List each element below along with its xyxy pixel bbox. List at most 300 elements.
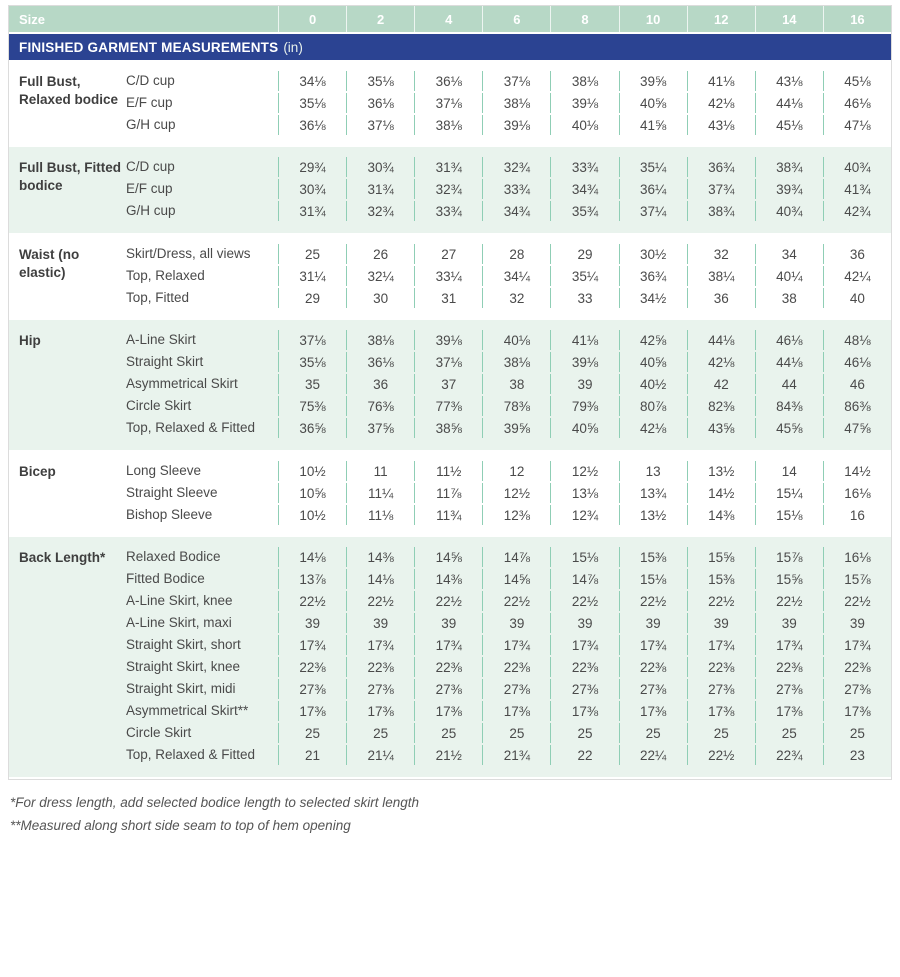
value-cell: 29 [550, 244, 618, 264]
value-cell: 40¾ [755, 201, 823, 221]
value-cell: 39 [414, 613, 482, 633]
value-cell: 76⅜ [346, 396, 414, 416]
row-label: Top, Relaxed & Fitted [126, 419, 256, 435]
value-cell: 42⅛ [687, 352, 755, 372]
size-column-14: 14 [755, 6, 823, 32]
value-cell: 27⅜ [687, 679, 755, 699]
value-cell: 34⅛ [278, 71, 346, 91]
value-cell: 45⅛ [823, 71, 891, 91]
section-title: Full Bust, Fitted bodice [19, 160, 121, 193]
row-label: Straight Sleeve [126, 484, 218, 500]
value-cell: 25 [550, 723, 618, 743]
value-cell: 21 [278, 745, 346, 765]
size-column-6: 6 [482, 6, 550, 32]
value-cell: 14⅜ [414, 569, 482, 589]
value-cell: 47⅝ [823, 418, 891, 438]
value-cell: 38¾ [755, 157, 823, 177]
value-cell: 29¾ [278, 157, 346, 177]
value-cell: 34¾ [550, 179, 618, 199]
value-cell: 22¼ [619, 745, 687, 765]
value-cell: 38 [755, 288, 823, 308]
value-cell: 44⅛ [687, 330, 755, 350]
value-cell: 22½ [346, 591, 414, 611]
value-cell: 41¾ [823, 179, 891, 199]
value-cell: 40⅛ [482, 330, 550, 350]
value-cell: 15¼ [755, 483, 823, 503]
value-cell: 36¾ [619, 266, 687, 286]
value-cell: 39⅛ [550, 93, 618, 113]
value-cell: 35¾ [550, 201, 618, 221]
value-cell: 34 [755, 244, 823, 264]
value-cell: 35⅛ [346, 71, 414, 91]
value-cell: 17⅜ [482, 701, 550, 721]
value-cell: 39⅛ [414, 330, 482, 350]
value-cell: 39⅛ [550, 352, 618, 372]
banner-title: FINISHED GARMENT MEASUREMENTS [19, 39, 279, 55]
value-cell: 33 [550, 288, 618, 308]
size-column-8: 8 [550, 6, 618, 32]
value-cell: 22⅜ [755, 657, 823, 677]
section-4 [9, 453, 891, 534]
size-column-2: 2 [346, 6, 414, 32]
row-label: Straight Skirt [126, 353, 204, 369]
value-cell: 38⅛ [482, 93, 550, 113]
value-cell: 40⅛ [550, 115, 618, 135]
value-cell: 37⅛ [482, 71, 550, 91]
value-cell: 14½ [823, 461, 891, 481]
value-cell: 45⅝ [755, 418, 823, 438]
value-cell: 46 [823, 374, 891, 394]
section-title: Full Bust, Relaxed bodice [19, 74, 119, 107]
value-cell: 75⅜ [278, 396, 346, 416]
value-cell: 30½ [619, 244, 687, 264]
footnotes [10, 792, 892, 838]
value-cell: 11¾ [414, 505, 482, 525]
section-title: Back Length* [19, 550, 106, 565]
value-cell: 14⅜ [687, 505, 755, 525]
value-cell: 17¾ [755, 635, 823, 655]
value-cell: 22½ [755, 591, 823, 611]
value-cell: 42¾ [823, 201, 891, 221]
value-cell: 16 [823, 505, 891, 525]
value-cell: 15⅛ [550, 547, 618, 567]
value-cell: 11¼ [346, 483, 414, 503]
footnote-dress-length: *For dress length, add selected bodice length to selected skirt length [10, 795, 419, 810]
value-cell: 29 [278, 288, 346, 308]
row-label: A-Line Skirt, maxi [126, 614, 232, 630]
value-cell: 32 [687, 244, 755, 264]
value-cell: 37⅝ [346, 418, 414, 438]
value-cell: 17⅜ [278, 701, 346, 721]
size-header-row [9, 6, 891, 32]
value-cell: 44 [755, 374, 823, 394]
value-cell: 36 [687, 288, 755, 308]
value-cell: 35¼ [619, 157, 687, 177]
value-cell: 14⅞ [550, 569, 618, 589]
value-cell: 32¾ [414, 179, 482, 199]
value-cell: 17¾ [550, 635, 618, 655]
value-cell: 28 [482, 244, 550, 264]
row-label: Relaxed Bodice [126, 548, 221, 564]
value-cell: 33¼ [414, 266, 482, 286]
value-cell: 17¾ [482, 635, 550, 655]
value-cell: 36⅛ [414, 71, 482, 91]
value-cell: 22½ [823, 591, 891, 611]
banner-unit: (in) [283, 39, 303, 55]
value-cell: 37⅛ [346, 115, 414, 135]
value-cell: 46⅛ [755, 330, 823, 350]
value-cell: 22⅜ [346, 657, 414, 677]
row-label: A-Line Skirt [126, 331, 196, 347]
value-cell: 37 [414, 374, 482, 394]
value-cell: 38 [482, 374, 550, 394]
value-cell: 40 [823, 288, 891, 308]
value-cell: 40¾ [823, 157, 891, 177]
value-cell: 22⅜ [687, 657, 755, 677]
value-cell: 39 [687, 613, 755, 633]
value-cell: 39 [482, 613, 550, 633]
value-cell: 37¼ [619, 201, 687, 221]
value-cell: 31¾ [346, 179, 414, 199]
value-cell: 31¾ [278, 201, 346, 221]
measurement-table [8, 5, 892, 780]
value-cell: 22⅜ [619, 657, 687, 677]
value-cell: 27 [414, 244, 482, 264]
value-cell: 21½ [414, 745, 482, 765]
value-cell: 15⅝ [687, 547, 755, 567]
value-cell: 25 [823, 723, 891, 743]
value-cell: 11½ [414, 461, 482, 481]
section-title: Waist (no elastic) [19, 247, 80, 280]
value-cell: 17⅜ [687, 701, 755, 721]
value-cell: 22⅜ [482, 657, 550, 677]
value-cell: 38⅛ [482, 352, 550, 372]
value-cell: 12½ [482, 483, 550, 503]
value-cell: 10⅝ [278, 483, 346, 503]
value-cell: 17⅜ [346, 701, 414, 721]
value-cell: 78⅜ [482, 396, 550, 416]
value-cell: 36¾ [687, 157, 755, 177]
value-cell: 36¼ [619, 179, 687, 199]
row-label: Straight Skirt, short [126, 636, 241, 652]
row-label: E/F cup [126, 180, 173, 196]
value-cell: 22⅜ [278, 657, 346, 677]
value-cell: 39⅛ [482, 115, 550, 135]
value-cell: 36⅛ [346, 93, 414, 113]
value-cell: 14⅝ [414, 547, 482, 567]
value-cell: 38⅛ [414, 115, 482, 135]
value-cell: 47⅛ [823, 115, 891, 135]
value-cell: 17¾ [346, 635, 414, 655]
value-cell: 79⅜ [550, 396, 618, 416]
row-label: Straight Skirt, knee [126, 658, 241, 674]
size-column-4: 4 [414, 6, 482, 32]
value-cell: 15⅝ [755, 569, 823, 589]
value-cell: 13¾ [619, 483, 687, 503]
table-sections [9, 63, 891, 779]
value-cell: 31¾ [414, 157, 482, 177]
value-cell: 10½ [278, 505, 346, 525]
value-cell: 39¾ [755, 179, 823, 199]
value-cell: 14⅜ [346, 547, 414, 567]
value-cell: 27⅜ [755, 679, 823, 699]
value-cell: 43⅛ [755, 71, 823, 91]
value-cell: 30¾ [346, 157, 414, 177]
value-cell: 22⅜ [823, 657, 891, 677]
section-3 [9, 320, 891, 450]
row-label: C/D cup [126, 158, 175, 174]
value-cell: 44⅛ [755, 93, 823, 113]
value-cell: 13⅞ [278, 569, 346, 589]
value-cell: 17¾ [823, 635, 891, 655]
value-cell: 40⅝ [619, 93, 687, 113]
size-column-12: 12 [687, 6, 755, 32]
size-column-0: 0 [278, 6, 346, 32]
row-label: E/F cup [126, 94, 173, 110]
value-cell: 11⅛ [346, 505, 414, 525]
value-cell: 33¾ [414, 201, 482, 221]
value-cell: 27⅜ [823, 679, 891, 699]
row-label: Circle Skirt [126, 724, 192, 740]
value-cell: 30¾ [278, 179, 346, 199]
value-cell: 25 [278, 723, 346, 743]
value-cell: 21¾ [482, 745, 550, 765]
value-cell: 37⅛ [278, 330, 346, 350]
value-cell: 22 [550, 745, 618, 765]
value-cell: 22½ [687, 745, 755, 765]
row-label: G/H cup [126, 202, 176, 218]
value-cell: 40⅝ [619, 352, 687, 372]
section-5 [9, 537, 891, 777]
value-cell: 22½ [414, 591, 482, 611]
value-cell: 22½ [619, 591, 687, 611]
value-cell: 13⅛ [550, 483, 618, 503]
value-cell: 38⅛ [346, 330, 414, 350]
value-cell: 36⅝ [278, 418, 346, 438]
size-chart-page [8, 5, 892, 838]
value-cell: 10½ [278, 461, 346, 481]
value-cell: 40½ [619, 374, 687, 394]
value-cell: 11 [346, 461, 414, 481]
value-cell: 37⅛ [414, 352, 482, 372]
value-cell: 25 [755, 723, 823, 743]
value-cell: 77⅜ [414, 396, 482, 416]
value-cell: 25 [414, 723, 482, 743]
value-cell: 27⅜ [278, 679, 346, 699]
value-cell: 39 [346, 613, 414, 633]
value-cell: 16⅛ [823, 547, 891, 567]
value-cell: 32 [482, 288, 550, 308]
section-2 [9, 236, 891, 317]
value-cell: 43⅛ [687, 115, 755, 135]
value-cell: 48⅛ [823, 330, 891, 350]
value-cell: 35⅛ [278, 352, 346, 372]
size-column-16: 16 [823, 6, 891, 32]
value-cell: 17⅜ [550, 701, 618, 721]
value-cell: 15⅜ [687, 569, 755, 589]
size-header-label: Size [19, 11, 46, 27]
value-cell: 36⅛ [278, 115, 346, 135]
value-cell: 39 [619, 613, 687, 633]
value-cell: 23 [823, 745, 891, 765]
value-cell: 15⅛ [619, 569, 687, 589]
value-cell: 37¾ [687, 179, 755, 199]
value-cell: 42⅛ [619, 418, 687, 438]
value-cell: 40¼ [755, 266, 823, 286]
value-cell: 46⅛ [823, 352, 891, 372]
value-cell: 86⅜ [823, 396, 891, 416]
value-cell: 42¼ [823, 266, 891, 286]
value-cell: 36⅛ [346, 352, 414, 372]
value-cell: 39 [550, 374, 618, 394]
section-title: Bicep [19, 464, 56, 479]
value-cell: 31 [414, 288, 482, 308]
value-cell: 12½ [550, 461, 618, 481]
value-cell: 33¾ [482, 179, 550, 199]
value-cell: 17¾ [278, 635, 346, 655]
value-cell: 27⅜ [414, 679, 482, 699]
value-cell: 14⅛ [346, 569, 414, 589]
value-cell: 22⅜ [414, 657, 482, 677]
value-cell: 30 [346, 288, 414, 308]
value-cell: 38¾ [687, 201, 755, 221]
value-cell: 13 [619, 461, 687, 481]
value-cell: 39 [550, 613, 618, 633]
value-cell: 13½ [619, 505, 687, 525]
value-cell: 38¼ [687, 266, 755, 286]
value-cell: 12⅜ [482, 505, 550, 525]
row-label: Fitted Bodice [126, 570, 205, 586]
row-label: Asymmetrical Skirt** [126, 702, 249, 718]
value-cell: 42 [687, 374, 755, 394]
value-cell: 32¾ [346, 201, 414, 221]
value-cell: 31¼ [278, 266, 346, 286]
value-cell: 32¾ [482, 157, 550, 177]
value-cell: 15⅜ [619, 547, 687, 567]
value-cell: 36 [346, 374, 414, 394]
value-cell: 41⅛ [550, 330, 618, 350]
value-cell: 42⅛ [687, 93, 755, 113]
value-cell: 17⅜ [619, 701, 687, 721]
value-cell: 15⅞ [823, 569, 891, 589]
finished-measurements-banner [9, 34, 891, 60]
value-cell: 22½ [482, 591, 550, 611]
row-label: Circle Skirt [126, 397, 192, 413]
value-cell: 26 [346, 244, 414, 264]
value-cell: 34¾ [482, 201, 550, 221]
value-cell: 34½ [619, 288, 687, 308]
value-cell: 27⅜ [482, 679, 550, 699]
value-cell: 11⅞ [414, 483, 482, 503]
row-label: Straight Skirt, midi [126, 680, 236, 696]
value-cell: 17¾ [414, 635, 482, 655]
value-cell: 25 [619, 723, 687, 743]
row-label: A-Line Skirt, knee [126, 592, 233, 608]
value-cell: 43⅝ [687, 418, 755, 438]
value-cell: 32¼ [346, 266, 414, 286]
value-cell: 14⅝ [482, 569, 550, 589]
value-cell: 27⅜ [550, 679, 618, 699]
value-cell: 35⅛ [278, 93, 346, 113]
value-cell: 36 [823, 244, 891, 264]
row-label: Top, Relaxed [126, 267, 205, 283]
value-cell: 14⅛ [278, 547, 346, 567]
row-label: C/D cup [126, 72, 175, 88]
value-cell: 82⅜ [687, 396, 755, 416]
value-cell: 25 [278, 244, 346, 264]
value-cell: 21¼ [346, 745, 414, 765]
value-cell: 34¼ [482, 266, 550, 286]
value-cell: 84⅜ [755, 396, 823, 416]
value-cell: 22⅜ [550, 657, 618, 677]
value-cell: 17⅜ [414, 701, 482, 721]
value-cell: 37⅛ [414, 93, 482, 113]
value-cell: 17¾ [619, 635, 687, 655]
value-cell: 39⅝ [619, 71, 687, 91]
value-cell: 17⅜ [823, 701, 891, 721]
row-label: Long Sleeve [126, 462, 202, 478]
value-cell: 39 [823, 613, 891, 633]
value-cell: 12 [482, 461, 550, 481]
value-cell: 44⅛ [755, 352, 823, 372]
section-1 [9, 147, 891, 233]
value-cell: 14⅞ [482, 547, 550, 567]
value-cell: 39 [755, 613, 823, 633]
value-cell: 15⅞ [755, 547, 823, 567]
value-cell: 17⅜ [755, 701, 823, 721]
value-cell: 17¾ [687, 635, 755, 655]
footnote-asymmetrical-measure: **Measured along short side seam to top of hem opening [10, 817, 351, 833]
row-label: Top, Relaxed & Fitted [126, 746, 256, 762]
value-cell: 35¼ [550, 266, 618, 286]
value-cell: 41⅛ [687, 71, 755, 91]
value-cell: 80⅞ [619, 396, 687, 416]
value-cell: 38⅛ [550, 71, 618, 91]
row-label: Bishop Sleeve [126, 506, 213, 522]
value-cell: 27⅜ [346, 679, 414, 699]
value-cell: 25 [346, 723, 414, 743]
value-cell: 14½ [687, 483, 755, 503]
value-cell: 39⅝ [482, 418, 550, 438]
value-cell: 27⅜ [619, 679, 687, 699]
value-cell: 15⅛ [755, 505, 823, 525]
value-cell: 45⅛ [755, 115, 823, 135]
value-cell: 33¾ [550, 157, 618, 177]
value-cell: 22¾ [755, 745, 823, 765]
value-cell: 35 [278, 374, 346, 394]
value-cell: 41⅝ [619, 115, 687, 135]
value-cell: 22½ [687, 591, 755, 611]
value-cell: 25 [482, 723, 550, 743]
value-cell: 16⅛ [823, 483, 891, 503]
value-cell: 46⅛ [823, 93, 891, 113]
section-0 [9, 63, 891, 144]
value-cell: 22½ [278, 591, 346, 611]
value-cell: 14 [755, 461, 823, 481]
row-label: Asymmetrical Skirt [126, 375, 238, 391]
row-label: Top, Fitted [126, 289, 190, 305]
value-cell: 25 [687, 723, 755, 743]
size-column-10: 10 [619, 6, 687, 32]
row-label: Skirt/Dress, all views [126, 245, 251, 261]
value-cell: 38⅝ [414, 418, 482, 438]
value-cell: 39 [278, 613, 346, 633]
value-cell: 12¾ [550, 505, 618, 525]
value-cell: 13½ [687, 461, 755, 481]
value-cell: 42⅝ [619, 330, 687, 350]
row-label: G/H cup [126, 116, 176, 132]
section-title: Hip [19, 333, 41, 348]
